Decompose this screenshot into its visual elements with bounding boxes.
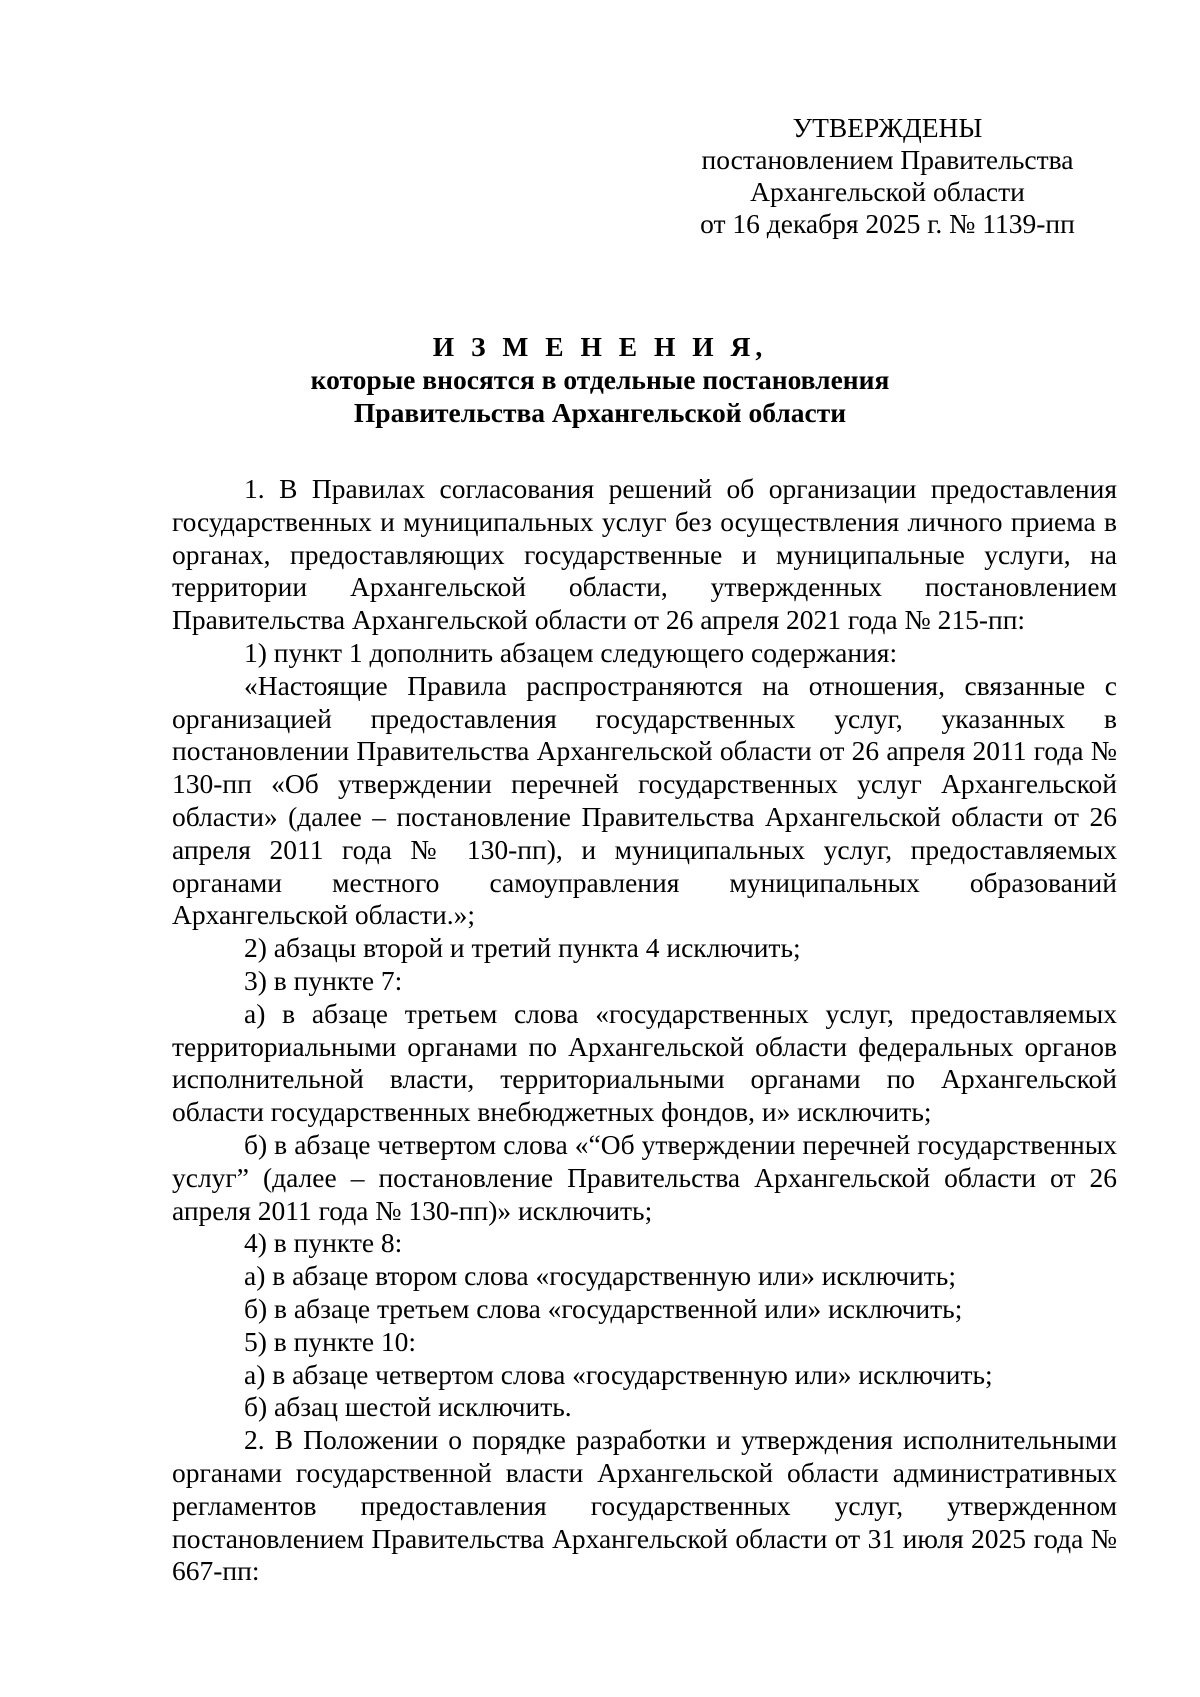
paragraph: 5) в пункте 10: [244, 1325, 417, 1357]
paragraph: 1) пункт 1 дополнить абзацем следующего содержания: [244, 636, 898, 668]
paragraph: 2. В Положении о порядке разработки и утверждения исполнительными органами государственной власти Архангельской области административных регламентов предоставления государственных услуг, утвержденном постановлением Правительства Архангельской области от 31 июля 2025 года № 667-пп: [172, 1424, 1117, 1587]
title-main: И З М Е Н Е Н И Я, [432, 331, 768, 362]
approval-stamp [695, 112, 1080, 240]
paragraph: б) абзац шестой исключить. [244, 1391, 572, 1423]
paragraph: б) в абзаце четвертом слова «“Об утверждении перечней государственных услуг” (далее – постановление Правительства Архангельской области от 26 апреля 2011 года № 130-пп)» исключить; [172, 1128, 1117, 1226]
paragraph: «Настоящие Правила распространяются на отношения, связанные с организацией предоставления государственных услуг, указанных в постановлении Правительства Архангельской области от 26 апреля 2011 года № 130-пп «Об утверждении перечней государственных услуг Архангельской области» (далее – постановление Правительства Архангельской области от 26 апреля 2011 года № 130-пп), и муниципальных услуг, предоставляемых органами местного самоуправления муниципальных образований Архангельской области.»; [172, 669, 1117, 931]
approval-heading: УТВЕРЖДЕНЫ [792, 112, 983, 143]
paragraph: б) в абзаце третьем слова «государственной или» исключить; [244, 1292, 963, 1324]
paragraph: а) в абзаце четвертом слова «государственную или» исключить; [244, 1358, 993, 1390]
document-body [172, 473, 1117, 1588]
paragraph: а) в абзаце втором слова «государственную или» исключить; [244, 1260, 956, 1292]
paragraph: 2) абзацы второй и третий пункта 4 исключить; [244, 932, 801, 964]
approval-date-number: от 16 декабря 2025 г. № 1139-пп [700, 208, 1075, 239]
document-title [140, 330, 1060, 429]
paragraph: 3) в пункте 7: [244, 964, 403, 996]
title-subtitle: которые вносятся в отдельные постановления [310, 364, 890, 395]
paragraph: 1. В Правилах согласования решений об организации предоставления государственных и муниципальных услуг без осуществления личного приема в органах, предоставляющих государственные и муниципальные услуги, на территории Архангельской области, утвержденных постановлением Правительства Архангельской области от 26 апреля 2021 года № 215-пп: [172, 473, 1117, 636]
paragraph: а) в абзаце третьем слова «государственных услуг, предоставляемых территориальными органами по Архангельской области федеральных органов исполнительной власти, территориальными органами по Архангельской области государственных внебюджетных фондов, и» исключить; [172, 997, 1117, 1128]
approval-line: Архангельской области [750, 176, 1025, 207]
paragraph: 4) в пункте 8: [244, 1227, 403, 1259]
title-subtitle: Правительства Архангельской области [353, 397, 847, 428]
approval-line: постановлением Правительства [701, 144, 1074, 175]
